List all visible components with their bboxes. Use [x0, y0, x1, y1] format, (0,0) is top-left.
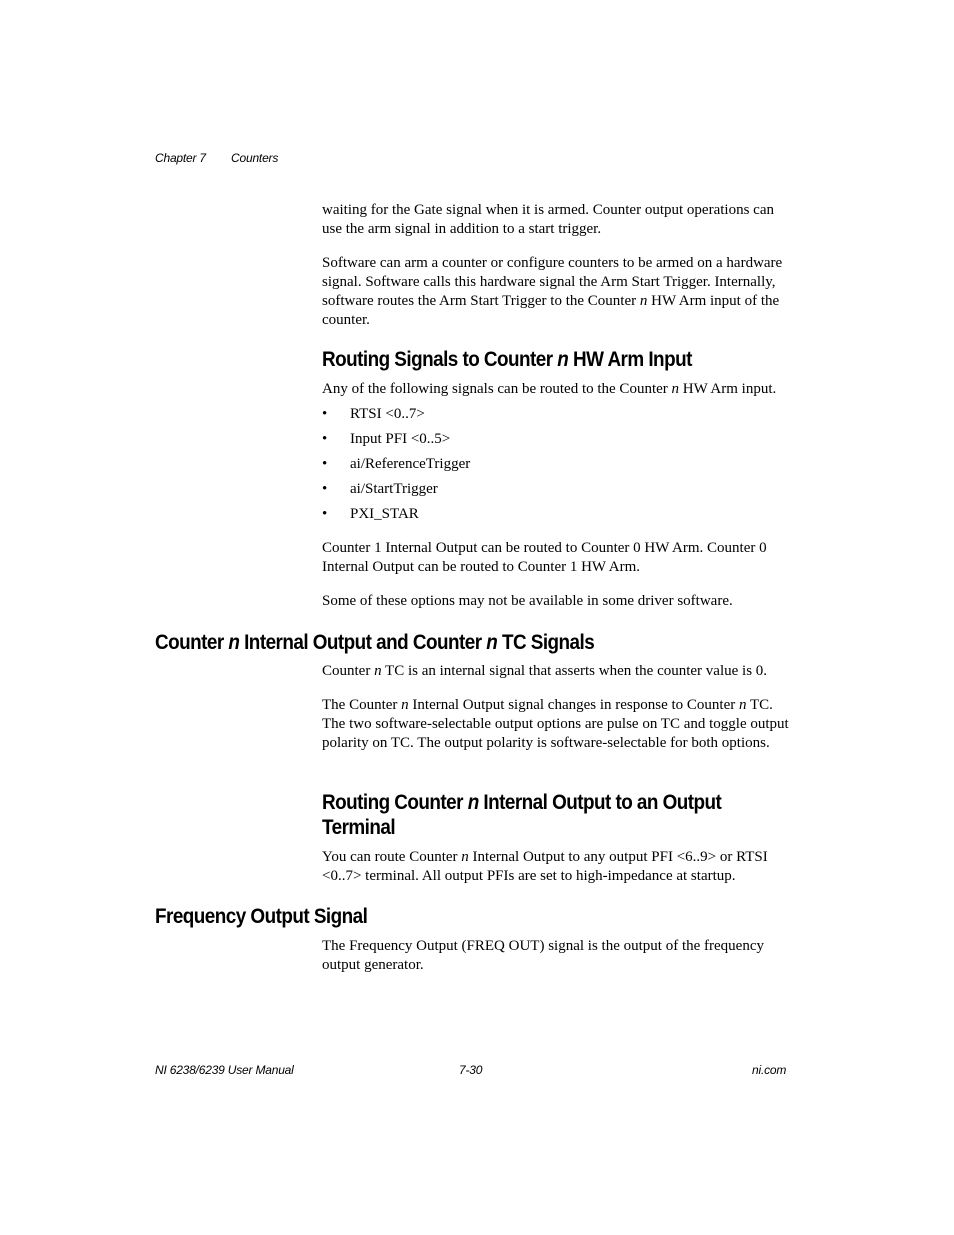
paragraph-software-arm: Software can arm a counter or configure counters to be armed on a hardware signal. Software calls this hardware signal the Arm Start Trigger. Internally, software routes the Arm Start Trigger to the Counter n HW Arm input of the counter. — [322, 255, 783, 328]
paragraph-hw-arm-intro: Any of the following signals can be routed to the Counter n HW Arm input. — [322, 381, 777, 397]
heading-routing-signals-hw-arm: Routing Signals to Counter n HW Arm Input — [322, 348, 692, 371]
heading-frequency-output-signal: Frequency Output Signal — [155, 905, 368, 928]
bullet-icon: • — [322, 506, 328, 522]
footer-page-number: 7-30 — [459, 1063, 483, 1077]
paragraph-internal-output-routing: Counter 1 Internal Output can be routed to Counter 0 HW Arm. Counter 0 Internal Output can be routed to Counter 1 HW Arm. — [322, 540, 767, 575]
paragraph-internal-output-behavior: The Counter n Internal Output signal changes in response to Counter n TC. The two software-selectable output options are pulse on TC and toggle output polarity on TC. The output polarity is software-selectable for both options. — [322, 697, 789, 751]
bullet-icon: • — [322, 431, 328, 447]
running-header — [155, 151, 278, 165]
footer-site: ni.com — [752, 1063, 787, 1077]
paragraph-output-terminal-routing: You can route Counter n Internal Output to any output PFI <6..9> or RTSI <0..7> terminal. All output PFIs are set to high-impedance at startup. — [322, 849, 768, 884]
bullet-icon: • — [322, 456, 328, 472]
heading-routing-internal-output-terminal: Routing Counter n Internal Output to an Output Terminal — [322, 791, 722, 839]
paragraph-tc-definition: Counter n TC is an internal signal that asserts when the counter value is 0. — [322, 663, 768, 679]
bullet-icon: • — [322, 481, 328, 497]
paragraph-arm-intro: waiting for the Gate signal when it is armed. Counter output operations can use the arm signal in addition to a start trigger. — [322, 202, 774, 237]
header-chapter: Chapter 7 — [155, 151, 206, 165]
footer-manual-title: NI 6238/6239 User Manual — [155, 1063, 294, 1077]
paragraph-driver-note: Some of these options may not be available in some driver software. — [322, 593, 733, 609]
heading-internal-output-tc-signals: Counter n Internal Output and Counter n TC Signals — [155, 631, 595, 654]
bullet-icon: • — [322, 406, 328, 422]
header-section: Counters — [231, 151, 279, 165]
paragraph-frequency-output: The Frequency Output (FREQ OUT) signal is the output of the frequency output generator. — [322, 938, 764, 973]
